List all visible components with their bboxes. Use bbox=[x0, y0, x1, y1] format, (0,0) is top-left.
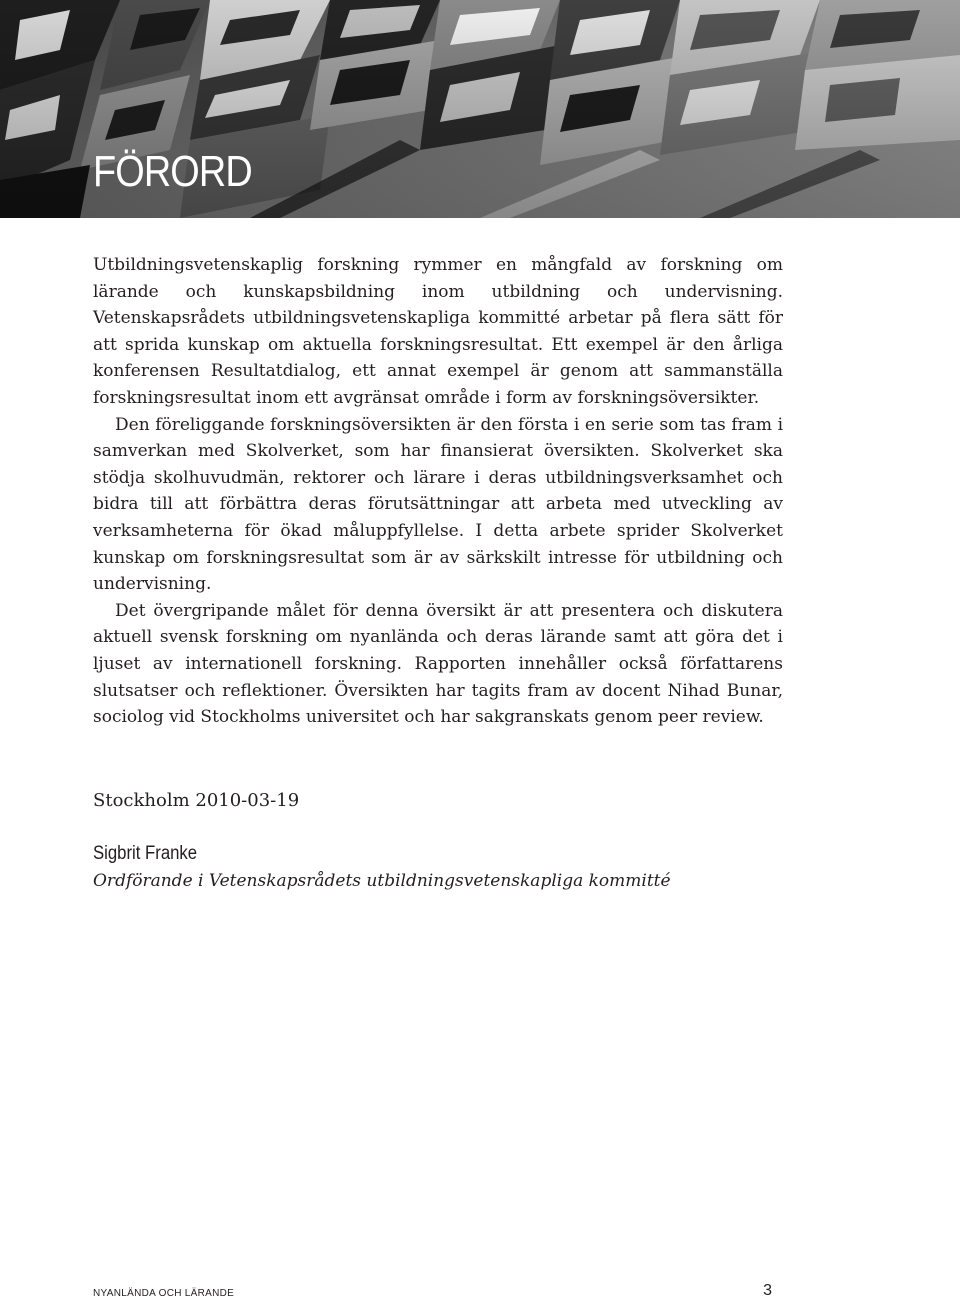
page-number: 3 bbox=[763, 1282, 772, 1299]
footer-publication-title: NYANLÄNDA OCH LÄRANDE bbox=[93, 1288, 235, 1299]
foreword-body bbox=[93, 252, 783, 731]
foreword-paragraph-2: Den föreliggande forskningsöversikten är den första i en serie som tas fram i samverkan med Skolverket, som har finansierat översikten. Skolverket ska stödja skolhuvudmän, rektorer och lärare i deras utbildningsverksamhet och bidra till att förbättra deras förutsättningar att arbeta med utveckling av verksamheterna för ökad måluppfyllelse. I detta arbete sprider Skolverket kunskap om forskningsresultat som är av särkskilt intresse för utbildning och undervisning. bbox=[93, 414, 783, 595]
page-title: FÖRORD bbox=[93, 147, 252, 196]
header-banner-photo bbox=[0, 0, 960, 218]
signer-role: Ordförande i Vetenskapsrådets utbildningsvetenskapliga kommitté bbox=[93, 871, 671, 891]
foreword-paragraph-3: Det övergripande målet för denna översikt är att presentera och diskutera aktuell svensk forskning om nyanlända och deras lärande samt att göra det i ljuset av internationell forskning. Rapporten innehåller också författarens slutsatser och reflektioner. Översikten har tagits fram av docent Nihad Bunar, sociolog vid Stockholms universitet och har sakgranskats genom peer review. bbox=[93, 600, 783, 728]
place-and-date: Stockholm 2010-03-19 bbox=[93, 790, 300, 811]
signer-name: Sigbrit Franke bbox=[93, 843, 198, 864]
foreword-paragraph-1: Utbildningsvetenskaplig forskning rymmer en mångfald av forskning om lärande och kunskapsbildning inom utbildning och undervisning. Vetenskapsrådets utbildningsvetenskapliga kommitté arbetar på flera sätt för att sprida kunskap om aktuella forskningsresultat. Ett exempel är den årliga konferensen Resultatdialog, ett annat exempel är genom att sammanställa forskningsresultat inom ett avgränsat område i form av forskningsöversikter. bbox=[93, 255, 783, 408]
